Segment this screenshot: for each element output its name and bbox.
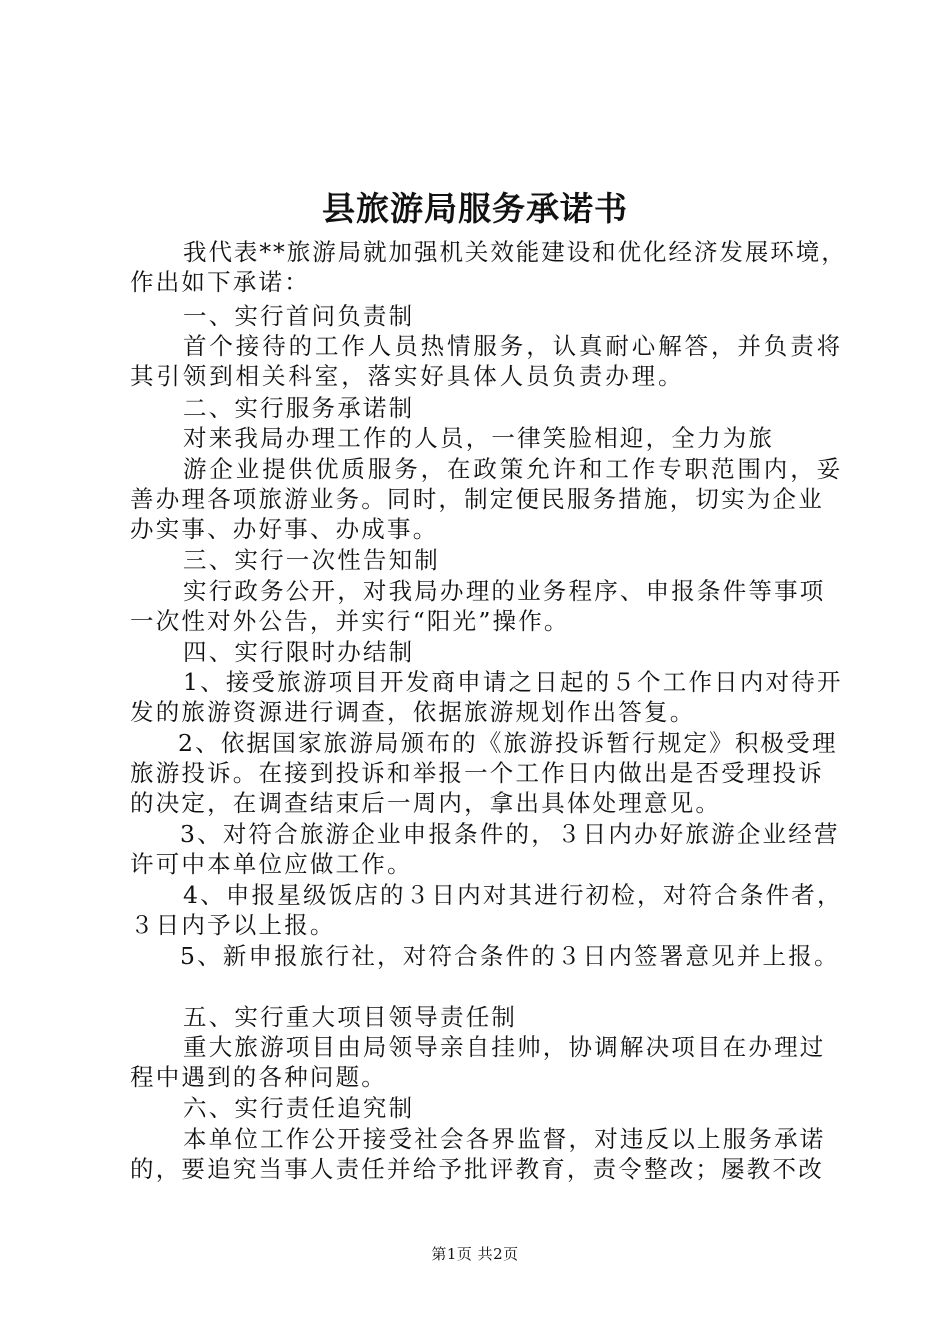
paragraph-line: 一次性对外公告，并实行“阳光”操作。 xyxy=(130,607,570,635)
paragraph-line: 旅游投诉。在接到投诉和举报一个工作日内做出是否受理投诉 xyxy=(130,759,824,787)
section-heading: 六、实行责任追究制 xyxy=(183,1094,415,1122)
section-heading: 四、实行限时办结制 xyxy=(183,638,415,666)
paragraph-line: 1、接受旅游项目开发商申请之日起的５个工作日内对待开 xyxy=(183,668,843,696)
paragraph-line: 发的旅游资源进行调查，依据旅游规划作出答复。 xyxy=(130,698,696,726)
paragraph-line: 善办理各项旅游业务。同时，制定便民服务措施，切实为企业 xyxy=(130,485,824,513)
section-heading: 一、实行首问负责制 xyxy=(183,302,415,330)
paragraph-line: 程中遇到的各种问题。 xyxy=(130,1063,387,1091)
section-heading: 二、实行服务承诺制 xyxy=(183,394,415,422)
paragraph-line: 5、新申报旅行社，对符合条件的３日内签署意见并上报。 xyxy=(180,942,840,970)
paragraph-line: 游企业提供优质服务，在政策允许和工作专职范围内，妥 xyxy=(183,455,843,483)
paragraph-line: 3、对符合旅游企业申报条件的，３日内办好旅游企业经营 xyxy=(180,820,840,848)
paragraph-line: 的，要追究当事人责任并给予批评教育，责令整改；屡教不改 xyxy=(130,1155,824,1183)
paragraph-line: 重大旅游项目由局领导亲自挂帅，协调解决项目在办理过 xyxy=(183,1033,826,1061)
document-title: 县旅游局服务承诺书 xyxy=(322,189,628,228)
paragraph-line: 2、依据国家旅游局颁布的《旅游投诉暂行规定》积极受理 xyxy=(178,729,838,757)
paragraph-line: 对来我局办理工作的人员，一律笑脸相迎，全力为旅 xyxy=(183,424,775,452)
paragraph-line: 我代表**旅游局就加强机关效能建设和优化经济发展环境， xyxy=(183,238,847,266)
paragraph-line: 4、申报星级饭店的３日内对其进行初检，对符合条件者， xyxy=(183,881,843,909)
paragraph-line: 作出如下承诺： xyxy=(130,268,310,296)
section-heading: 三、实行一次性告知制 xyxy=(183,546,440,574)
paragraph-line: 办实事、办好事、办成事。 xyxy=(130,515,439,543)
section-heading: 五、实行重大项目领导责任制 xyxy=(183,1003,518,1031)
paragraph-line: ３日内予以上报。 xyxy=(130,911,336,939)
paragraph-line: 其引领到相关科室，落实好具体人员负责办理。 xyxy=(130,362,685,390)
paragraph-line: 的决定，在调查结束后一周内，拿出具体处理意见。 xyxy=(130,789,722,817)
paragraph-line: 本单位工作公开接受社会各界监督，对违反以上服务承诺 xyxy=(183,1125,826,1153)
paragraph-line: 实行政务公开，对我局办理的业务程序、申报条件等事项 xyxy=(183,577,826,605)
paragraph-line: 许可中本单位应做工作。 xyxy=(130,850,413,878)
page-footer: 第1页 共2页 xyxy=(431,1245,519,1263)
paragraph-line: 首个接待的工作人员热情服务，认真耐心解答，并负责将 xyxy=(183,332,843,360)
